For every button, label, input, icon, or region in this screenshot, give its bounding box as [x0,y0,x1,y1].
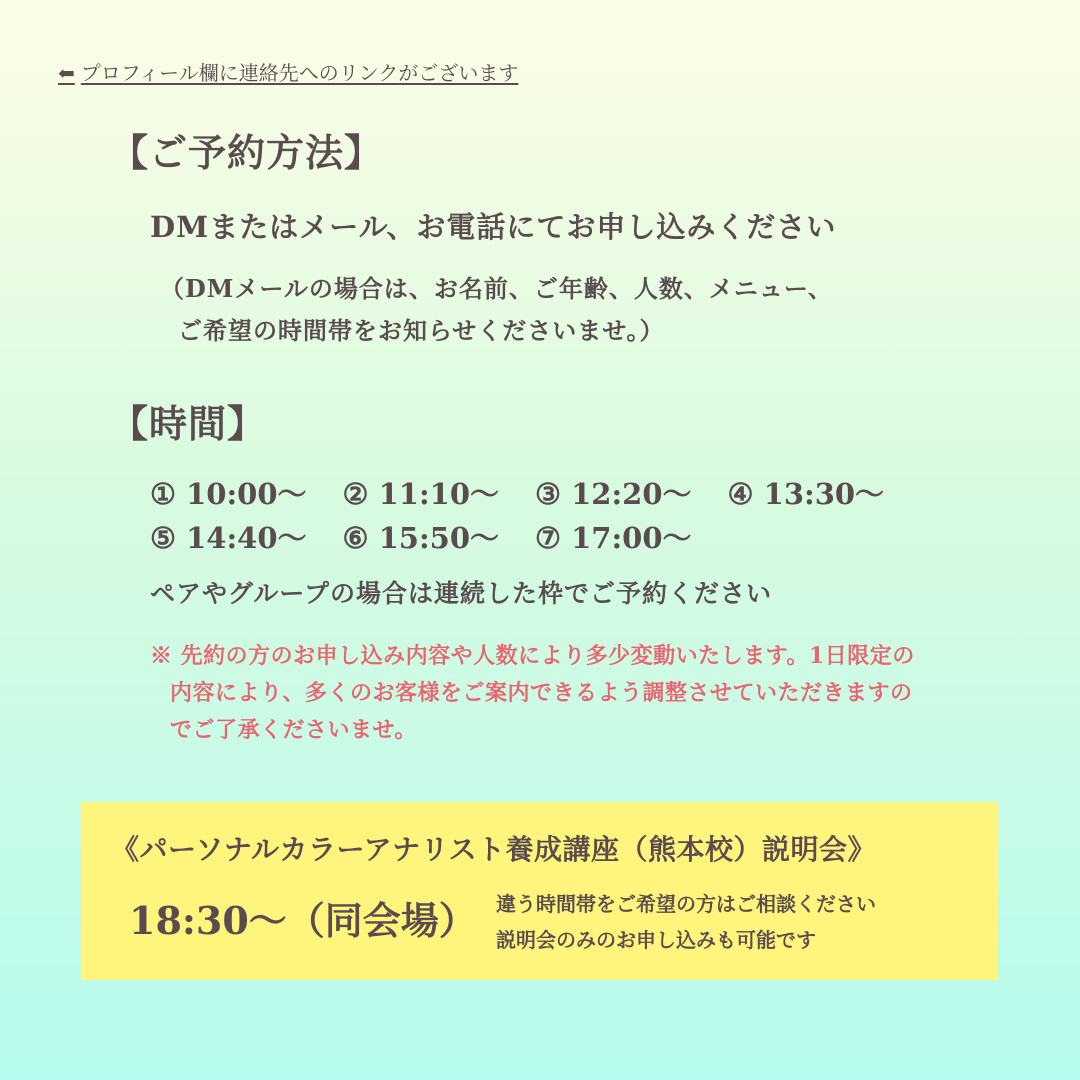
reservation-note-line2: ご希望の時間帯をお知らせくださいませ。） [178,316,665,345]
profile-link-text: プロフィール欄に連絡先へのリンクがございます [80,61,519,85]
time-slots [150,472,920,560]
reservation-heading: 【ご予約方法】 [110,130,384,175]
seminar-title: 《パーソナルカラーアナリスト養成講座（熊本校）説明会》 [111,833,877,866]
reservation-note-line1: （DMメールの場合は、お名前、ご年齢、人数、メニュー、 [160,274,833,303]
caution-note [150,638,915,749]
time-slots-row1 [150,472,920,516]
reservation-note [160,268,833,352]
time-slot-1: ① 10:00〜 [150,477,307,511]
time-heading: 【時間】 [110,401,267,446]
time-slot-7: ⑦ 17:00〜 [535,521,692,555]
time-slot-4: ④ 13:30〜 [727,477,885,511]
caution-line1: ※ 先約の方のお申し込み内容や人数により多少変動いたします。1日限定の [150,643,915,669]
caution-line2: 内容により、多くのお客様をご案内できるよう調整させていただきますの [170,680,913,706]
time-slots-row2 [150,516,920,560]
profile-link[interactable] [58,57,518,86]
pair-group-note: ペアやグループの場合は連続した枠でご予約ください [150,579,773,608]
seminar-note1: 違う時間帯をご希望の方はご相談ください [496,892,876,916]
time-slot-3: ③ 12:20〜 [535,477,692,511]
time-slot-6: ⑥ 15:50〜 [342,521,500,555]
arrow-left-icon: ⬅ [58,61,75,85]
seminar-notes [496,886,876,958]
caution-line3: でご了承くださいませ。 [170,717,417,743]
time-slot-2: ② 11:10〜 [342,477,500,511]
seminar-box [81,802,998,980]
reservation-method: DMまたはメール、お電話にてお申し込みください [150,210,837,244]
time-slot-5: ⑤ 14:40〜 [150,521,307,555]
seminar-time: 18:30〜（同会場） [129,898,477,943]
seminar-note2: 説明会のみのお申し込みも可能です [496,928,816,952]
